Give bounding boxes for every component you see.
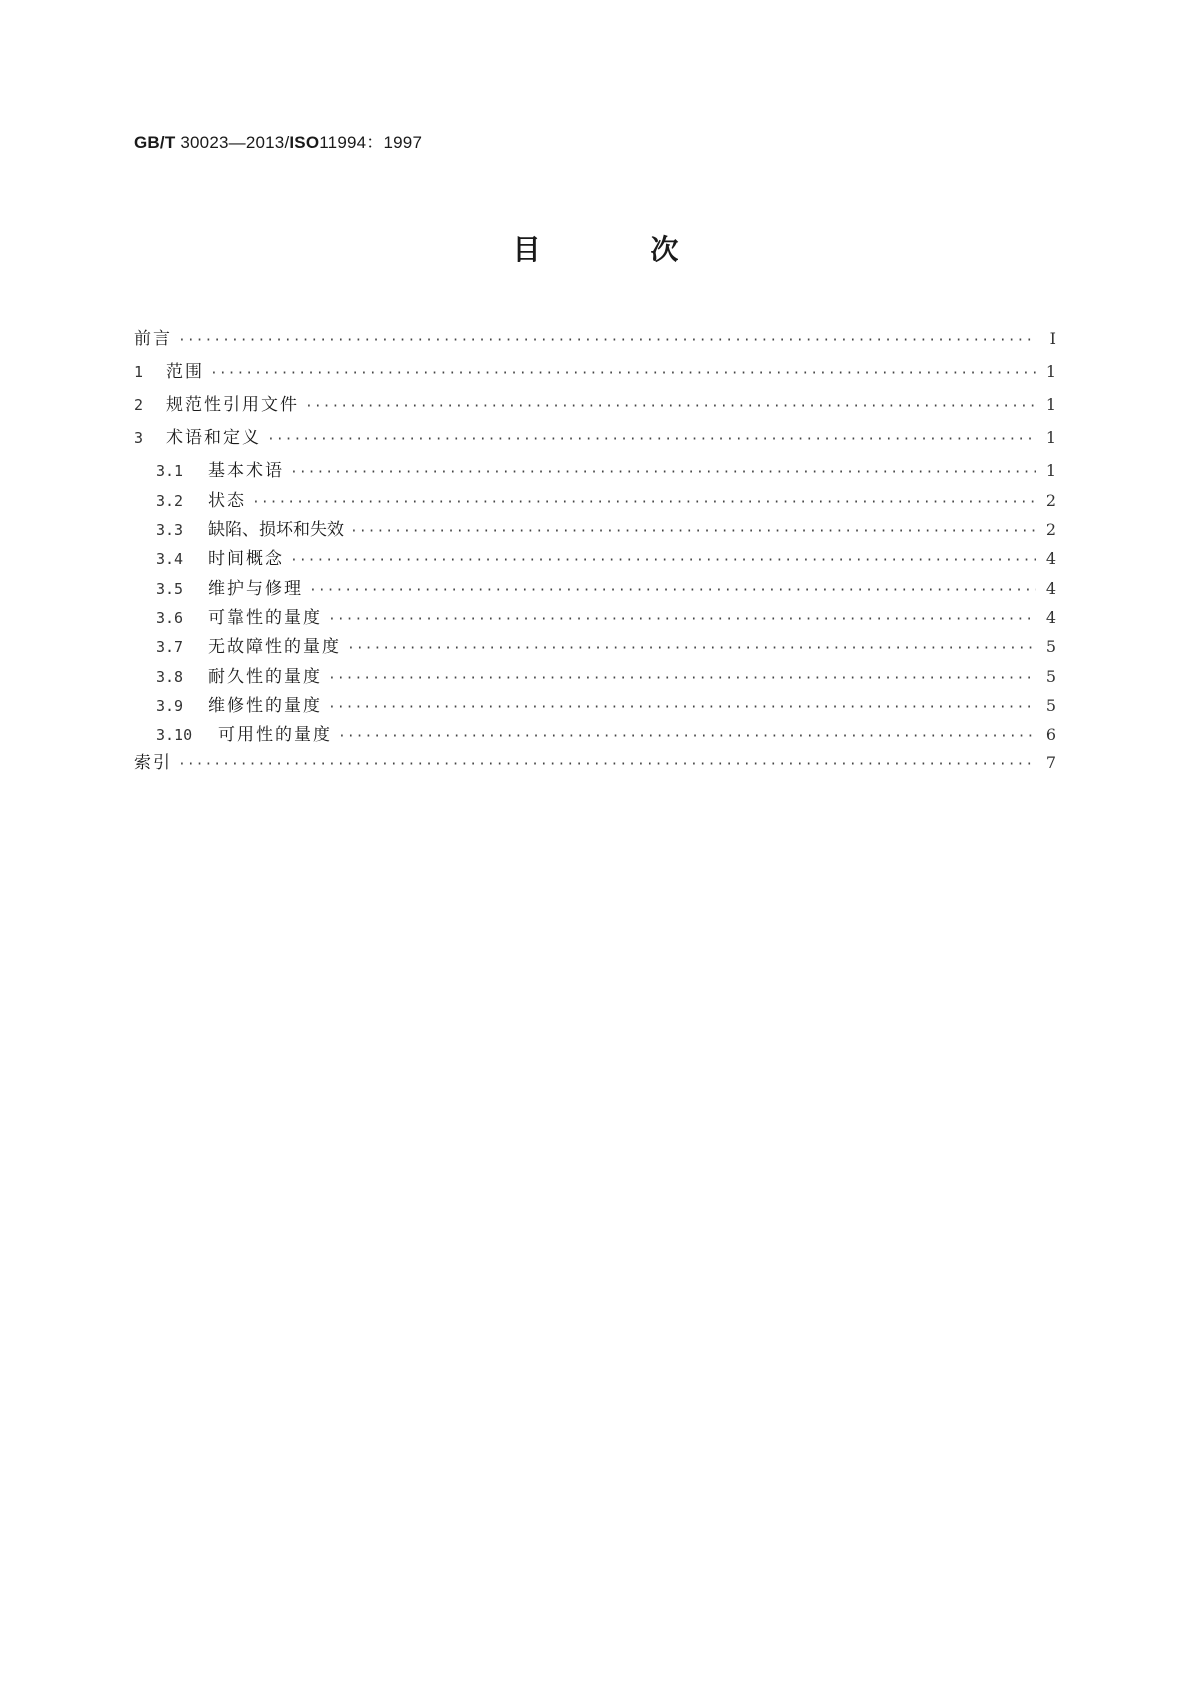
toc-entry-number: 3.6 [156,609,184,627]
toc-entry-label: 基本术语 [208,461,284,481]
toc-leader-dots [290,548,1036,574]
toc-entry-3-3[interactable] [156,517,1056,543]
iso-number: 11994：1997 [319,133,423,152]
toc-entry-page: 5 [1045,637,1056,656]
toc-leader-dots [328,695,1036,721]
toc-leader-dots [267,427,1036,453]
toc-entry-number: 2 [134,396,144,414]
toc-entry-label: 前言 [134,329,172,349]
toc-entry-index[interactable] [134,750,1056,776]
toc-entry-label: 时间概念 [208,549,284,569]
toc-entry-page: 6 [1045,725,1056,744]
toc-entry-number: 3.8 [156,668,184,686]
toc-entry-label: 索引 [134,753,172,773]
toc-entry-page: 7 [1045,753,1056,772]
toc-leader-dots [328,666,1036,692]
page-title: 目 次 [512,233,729,266]
toc-entry-label: 规范性引用文件 [166,395,299,415]
toc-entry-page: 5 [1045,667,1056,686]
toc-entry-normative-references[interactable] [134,392,1056,418]
toc-entry-label: 可靠性的量度 [208,608,322,628]
toc-entry-terms-definitions[interactable] [134,425,1056,451]
toc-entry-label: 维修性的量度 [208,696,322,716]
toc-entry-label: 耐久性的量度 [208,667,322,687]
toc-entry-page: 1 [1045,395,1056,414]
toc-entry-label: 状态 [208,491,246,511]
toc-entry-number: 3.7 [156,638,184,656]
toc-leader-dots [305,394,1036,420]
toc-entry-page: 4 [1045,608,1056,627]
toc-entry-label: 缺陷、损坏和失效 [208,520,344,540]
toc-entry-page: 2 [1045,491,1056,510]
toc-leader-dots [210,361,1036,387]
toc-entry-page: Ⅰ [1049,329,1056,348]
toc-entry-page: 4 [1045,579,1056,598]
toc-entry-number: 3.5 [156,580,184,598]
toc-leader-dots [347,636,1036,662]
toc-leader-dots [328,607,1036,633]
toc-leader-dots [252,490,1036,516]
toc-entry-number: 3.1 [156,462,184,480]
toc-leader-dots [350,519,1036,545]
toc-leader-dots [290,460,1036,486]
toc-entry-3-2[interactable] [156,488,1056,514]
toc-entry-page: 5 [1045,696,1056,715]
toc-leader-dots [338,724,1036,750]
toc-entry-3-8[interactable] [156,664,1056,690]
toc-entry-label: 无故障性的量度 [208,637,341,657]
toc-entry-number: 3.9 [156,697,184,715]
toc-entry-page: 1 [1045,428,1056,447]
toc-entry-page: 2 [1045,520,1056,539]
document-code [134,128,422,153]
toc-entry-number: 3 [134,429,144,447]
toc-entry-scope[interactable] [134,359,1056,385]
standard-number: 30023—2013/ [180,133,290,152]
toc-entry-page: 1 [1045,461,1056,480]
toc-entry-page: 4 [1045,549,1056,568]
toc-leader-dots [309,578,1036,604]
toc-entry-label: 可用性的量度 [218,725,332,745]
iso-prefix: ISO [289,133,320,152]
toc-entry-3-5[interactable] [156,576,1056,602]
toc-entry-number: 1 [134,363,144,381]
toc-entry-foreword[interactable] [134,326,1056,352]
toc-entry-3-9[interactable] [156,693,1056,719]
toc-entry-number: 3.2 [156,492,184,510]
toc-entry-number: 3.10 [156,726,193,744]
toc-entry-3-4[interactable] [156,546,1056,572]
toc-entry-label: 术语和定义 [166,428,261,448]
toc-entry-3-7[interactable] [156,634,1056,660]
toc-entry-3-6[interactable] [156,605,1056,631]
toc-entry-3-10[interactable] [156,722,1056,748]
standard-prefix: GB/T [134,133,176,152]
toc-entry-page: 1 [1045,362,1056,381]
toc-leader-dots [178,328,1036,354]
toc-entry-3-1[interactable] [156,458,1056,484]
toc-entry-label: 范围 [166,362,204,382]
toc-entry-number: 3.4 [156,550,184,568]
toc-entry-number: 3.3 [156,521,184,539]
toc-leader-dots [178,752,1036,778]
toc-entry-label: 维护与修理 [208,579,303,599]
